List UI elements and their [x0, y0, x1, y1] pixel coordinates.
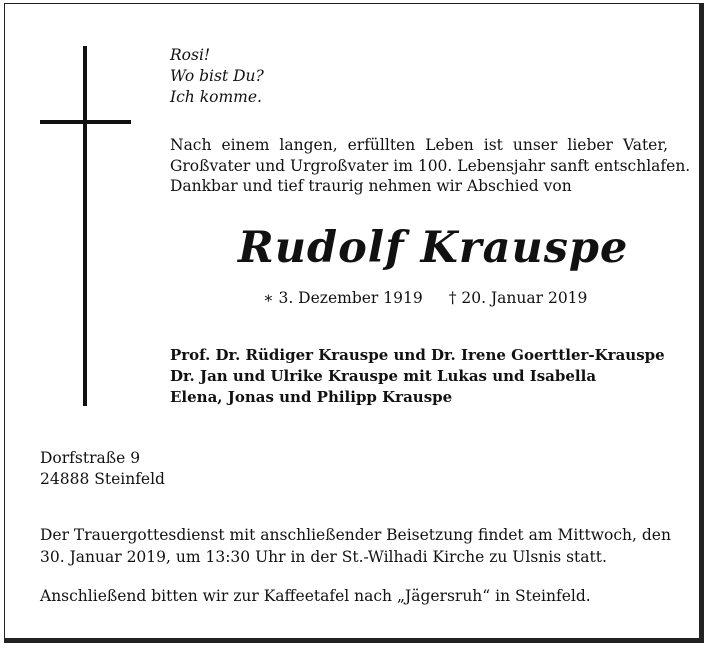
family-signatures: [170, 345, 665, 408]
cross-vertical-bar: [83, 46, 87, 406]
family-line: Prof. Dr. Rüdiger Krauspe und Dr. Irene Goerttler-Krauspe: [170, 346, 665, 364]
coffee-invitation: Anschließend bitten wir zur Kaffeetafel nach „Jägersruh“ in Steinfeld.: [40, 587, 591, 605]
address: [40, 448, 165, 490]
poem-line: Rosi!: [170, 46, 211, 64]
address-street: Dorfstraße 9: [40, 449, 141, 467]
poem: [170, 45, 264, 108]
family-line: Dr. Jan und Ulrike Krauspe mit Lukas und Isabella: [170, 367, 597, 385]
poem-line: Ich komme.: [170, 88, 262, 106]
death-date: † 20. Januar 2019: [448, 289, 588, 307]
intro-line: Dankbar und tief traurig nehmen wir Abschied von: [170, 177, 572, 195]
intro-line: Nach einem langen, erfüllten Leben ist unser lieber Vater,: [170, 136, 668, 154]
intro-line: Großvater und Urgroßvater im 100. Lebensjahr sanft entschlafen.: [170, 156, 691, 175]
family-line: Elena, Jonas und Philipp Krauspe: [170, 388, 453, 406]
service-info: [40, 524, 671, 568]
intro-text: [170, 135, 691, 197]
poem-line: Wo bist Du?: [170, 67, 264, 85]
deceased-name: Rudolf Krauspe: [238, 223, 629, 273]
address-city: 24888 Steinfeld: [40, 470, 165, 488]
birth-date: ∗ 3. Dezember 1919: [263, 289, 423, 307]
service-line: 30. Januar 2019, um 13:30 Uhr in der St.-Wilhadi Kirche zu Ulsnis statt.: [40, 548, 607, 566]
life-dates: [263, 288, 587, 308]
cross-horizontal-bar: [40, 120, 131, 124]
service-line: Der Trauergottesdienst mit anschließender Beisetzung findet am Mittwoch, den: [40, 526, 671, 544]
